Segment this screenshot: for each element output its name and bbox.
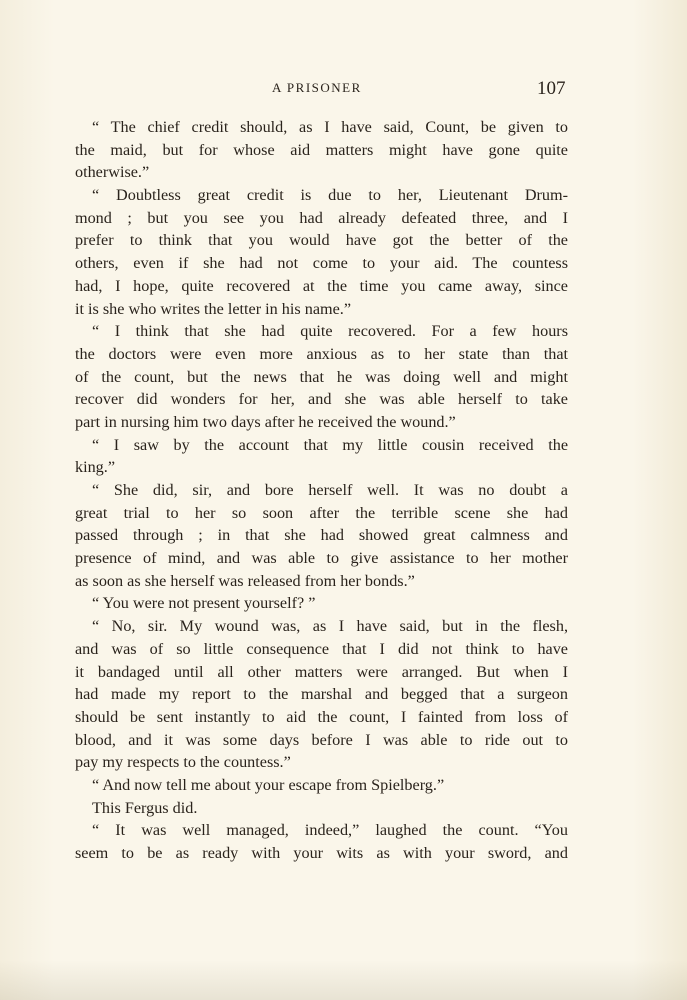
text-line: the maid, but for whose aid matters might have gone quite bbox=[75, 140, 568, 159]
text-line: “ You were not present yourself? ” bbox=[92, 594, 316, 613]
text-line: “ It was well managed, indeed,” laughed the count. “You bbox=[92, 821, 568, 840]
text-line: “ No, sir. My wound was, as I have said, but in the flesh, bbox=[92, 617, 568, 636]
text-line: This Fergus did. bbox=[92, 798, 198, 817]
text-line: prefer to think that you would have got the better of the bbox=[75, 231, 568, 250]
text-line: had, I hope, quite recovered at the time you came away, since bbox=[75, 276, 568, 295]
text-line: part in nursing him two days after he received the wound.” bbox=[75, 412, 456, 431]
text-line: others, even if she had not come to your aid. The countess bbox=[75, 254, 568, 273]
text-line: of the count, but the news that he was doing well and might bbox=[75, 367, 568, 386]
running-title: A PRISONER bbox=[272, 80, 362, 95]
text-line: presence of mind, and was able to give assistance to her mother bbox=[75, 549, 568, 568]
text-line: blood, and it was some days before I was able to ride out to bbox=[75, 730, 568, 749]
text-line: mond ; but you see you had already defeated three, and I bbox=[75, 208, 568, 227]
text-line: and was of so little consequence that I did not think to have bbox=[75, 639, 568, 658]
text-line: king.” bbox=[75, 458, 116, 477]
text-line: the doctors were even more anxious as to her state than that bbox=[75, 344, 568, 363]
text-line: otherwise.” bbox=[75, 163, 150, 182]
text-line: passed through ; in that she had showed great calmness and bbox=[75, 526, 568, 545]
text-line: it is she who writes the letter in his name.” bbox=[75, 299, 352, 318]
text-line: “ She did, sir, and bore herself well. It was no doubt a bbox=[92, 481, 568, 499]
text-line: should be sent instantly to aid the count, I fainted from loss of bbox=[75, 707, 568, 726]
text-line: “ The chief credit should, as I have said, Count, be given to bbox=[92, 118, 568, 136]
page-number: 107 bbox=[537, 78, 566, 99]
text-line: it bandaged until all other matters were arranged. But when I bbox=[75, 662, 568, 681]
text-line: “ Doubtless great credit is due to her, Lieutenant Drum- bbox=[92, 186, 568, 205]
running-head bbox=[0, 78, 687, 100]
text-line: seem to be as ready with your wits as with your sword, and bbox=[75, 844, 568, 862]
text-line: had made my report to the marshal and begged that a surgeon bbox=[75, 685, 568, 704]
text-line: recover did wonders for her, and she was able herself to take bbox=[75, 390, 568, 409]
text-line: great trial to her so soon after the terrible scene she had bbox=[75, 503, 568, 522]
text-line: “ I think that she had quite recovered. For a few hours bbox=[92, 322, 568, 341]
text-line: “ And now tell me about your escape from Spielberg.” bbox=[92, 775, 445, 794]
page-edge-shading bbox=[0, 960, 687, 1000]
text-line: as soon as she herself was released from her bonds.” bbox=[75, 571, 415, 590]
body-text bbox=[75, 116, 568, 865]
text-line: pay my respects to the countess.” bbox=[75, 753, 291, 772]
text-line: “ I saw by the account that my little cousin received the bbox=[92, 435, 568, 454]
